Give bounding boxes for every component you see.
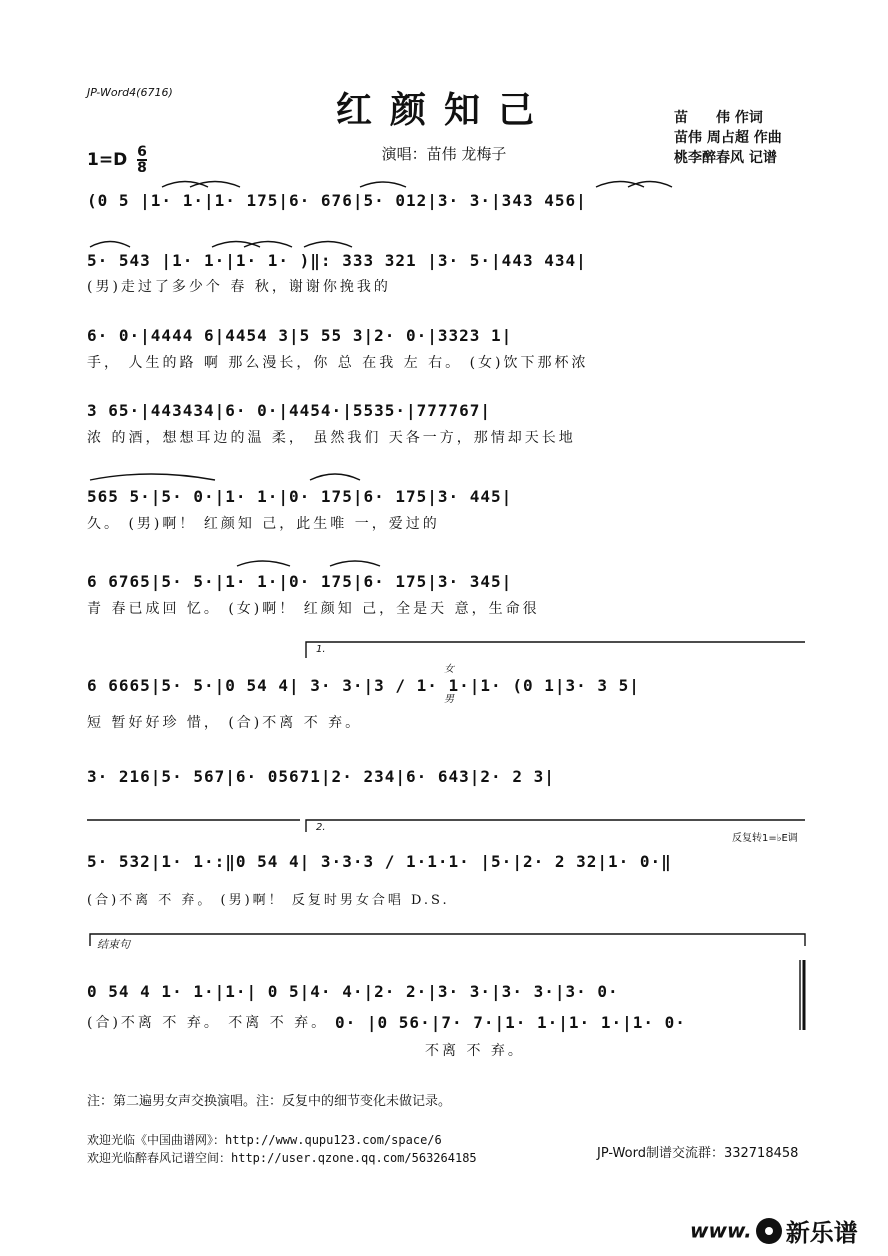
slur — [190, 182, 240, 188]
lyric-row-5: 久。 (男)啊！ 红颜知 己，此生唯 一，爱过的 — [87, 516, 440, 532]
lyric-row-11: 不离 不 弃。 — [425, 1043, 525, 1059]
volta-1-bracket — [306, 642, 805, 658]
score-row-8: 3· 216|5· 567|6· 05671|2· 234|6· 643|2· 2 3| — [87, 767, 555, 786]
lyric-row-7: 短 暂好好珍 惜， (合)不离 不 弃。 — [87, 715, 363, 731]
slur — [360, 182, 406, 187]
modulation-label: 反复转1=♭E调 — [732, 833, 798, 844]
slur — [310, 474, 360, 480]
score-row-2: 5· 543 |1· 1·|1· 1· )‖: 333 321 |3· 5·|443 434| — [87, 251, 587, 270]
lyric-row-6: 青 春已成回 忆。 (女)啊！ 红颜知 己，全是天 意，生命很 — [87, 601, 540, 617]
lyric-row-4: 浓 的酒，想想耳边的温 柔， 虽然我们 天各一方，那情却天长地 — [87, 430, 576, 446]
score-row-5: 565 5·|5· 0·|1· 1·|0· 175|6· 175|3· 445| — [87, 487, 513, 506]
footer-link-2[interactable]: 欢迎光临醉春风记谱空间：http://user.qzone.qq.com/563264185 — [87, 1151, 477, 1165]
slur — [90, 242, 130, 248]
lyric-row-3: 手， 人生的路 啊 那么漫长，你 总 在我 左 右。 (女)饮下那杯浓 — [87, 355, 589, 371]
slur — [90, 474, 215, 480]
singer-line: 演唱：苗伟 龙梅子 — [381, 145, 507, 163]
score-row-11: 0· |0 56·|7· 7·|1· 1·|1· 1·|1· 0· — [335, 1013, 686, 1032]
watermark-www: www. — [690, 1218, 752, 1243]
voice-female-label: 女 — [444, 664, 454, 675]
volta-2-label: 2. — [316, 822, 326, 833]
score-row-7: 6 6665|5· 5·|0 54 4| 3· 3·|3 / 1· 1·|1· (0 1|3· 3 5| — [87, 676, 640, 695]
credit-composer: 苗伟 周占超 作曲 — [674, 130, 782, 146]
lyric-row-9: (合)不离 不 弃。 (男)啊！ 反复时男女合唱 D.S. — [87, 893, 450, 908]
qq-group: JP-Word制谱交流群：332718458 — [597, 1146, 799, 1161]
key-text: 1=D — [87, 150, 128, 170]
performance-note: 注：第二遍男女声交换演唱。注：反复中的细节变化未做记录。 — [87, 1094, 452, 1109]
slur — [304, 242, 352, 248]
lyric-row-10: (合)不离 不 弃。 不离 不 弃。 — [87, 1015, 329, 1031]
credit-transcriber: 桃李醉春风 记谱 — [674, 150, 777, 166]
voice-male-label: 男 — [444, 694, 454, 705]
slur — [596, 182, 644, 188]
score-row-3: 6· 0·|4444 6|4454 3|5 55 3|2· 0·|3323 1| — [87, 326, 513, 345]
credit-lyricist: 苗 伟 作词 — [674, 110, 763, 126]
score-row-9: 5· 532|1· 1·:‖0 54 4| 3·3·3 / 1·1·1· |5·|2· 2 32|1· 0·‖ — [87, 852, 672, 871]
time-bottom: 8 — [137, 160, 147, 176]
ending-label: 结束句 — [97, 938, 130, 951]
watermark-brand: 新乐谱 — [785, 1219, 858, 1247]
song-title: 红颜知己 — [335, 89, 552, 131]
lyric-row-2: (男)走过了多少个 春 秋，谢谢你挽我的 — [87, 279, 391, 295]
software-label: JP-Word4(6716) — [87, 86, 173, 99]
ending-bracket — [90, 934, 805, 946]
slur — [628, 182, 672, 188]
score-row-10: 0 54 4 1· 1·|1·| 0 5|4· 4·|2· 2·|3· 3·|3· 3·|3· 0· — [87, 982, 619, 1001]
slur — [330, 561, 380, 566]
footer-link-1[interactable]: 欢迎光临《中国曲谱网》：http://www.qupu123.com/space/6 — [87, 1133, 442, 1147]
score-row-6: 6 6765|5· 5·|1· 1·|0· 175|6· 175|3· 345| — [87, 572, 513, 591]
slur — [162, 182, 208, 188]
volta-2-bracket — [306, 820, 805, 832]
volta-1-label: 1. — [316, 644, 326, 655]
score-row-1: (0 5 |1· 1·|1· 175|6· 676|5· 012|3· 3·|343 456| — [87, 191, 587, 210]
slur — [237, 561, 290, 566]
time-top: 6 — [137, 144, 147, 160]
score-row-4: 3 65·|443434|6· 0·|4454·|5535·|777767| — [87, 401, 492, 420]
slur — [244, 242, 292, 248]
